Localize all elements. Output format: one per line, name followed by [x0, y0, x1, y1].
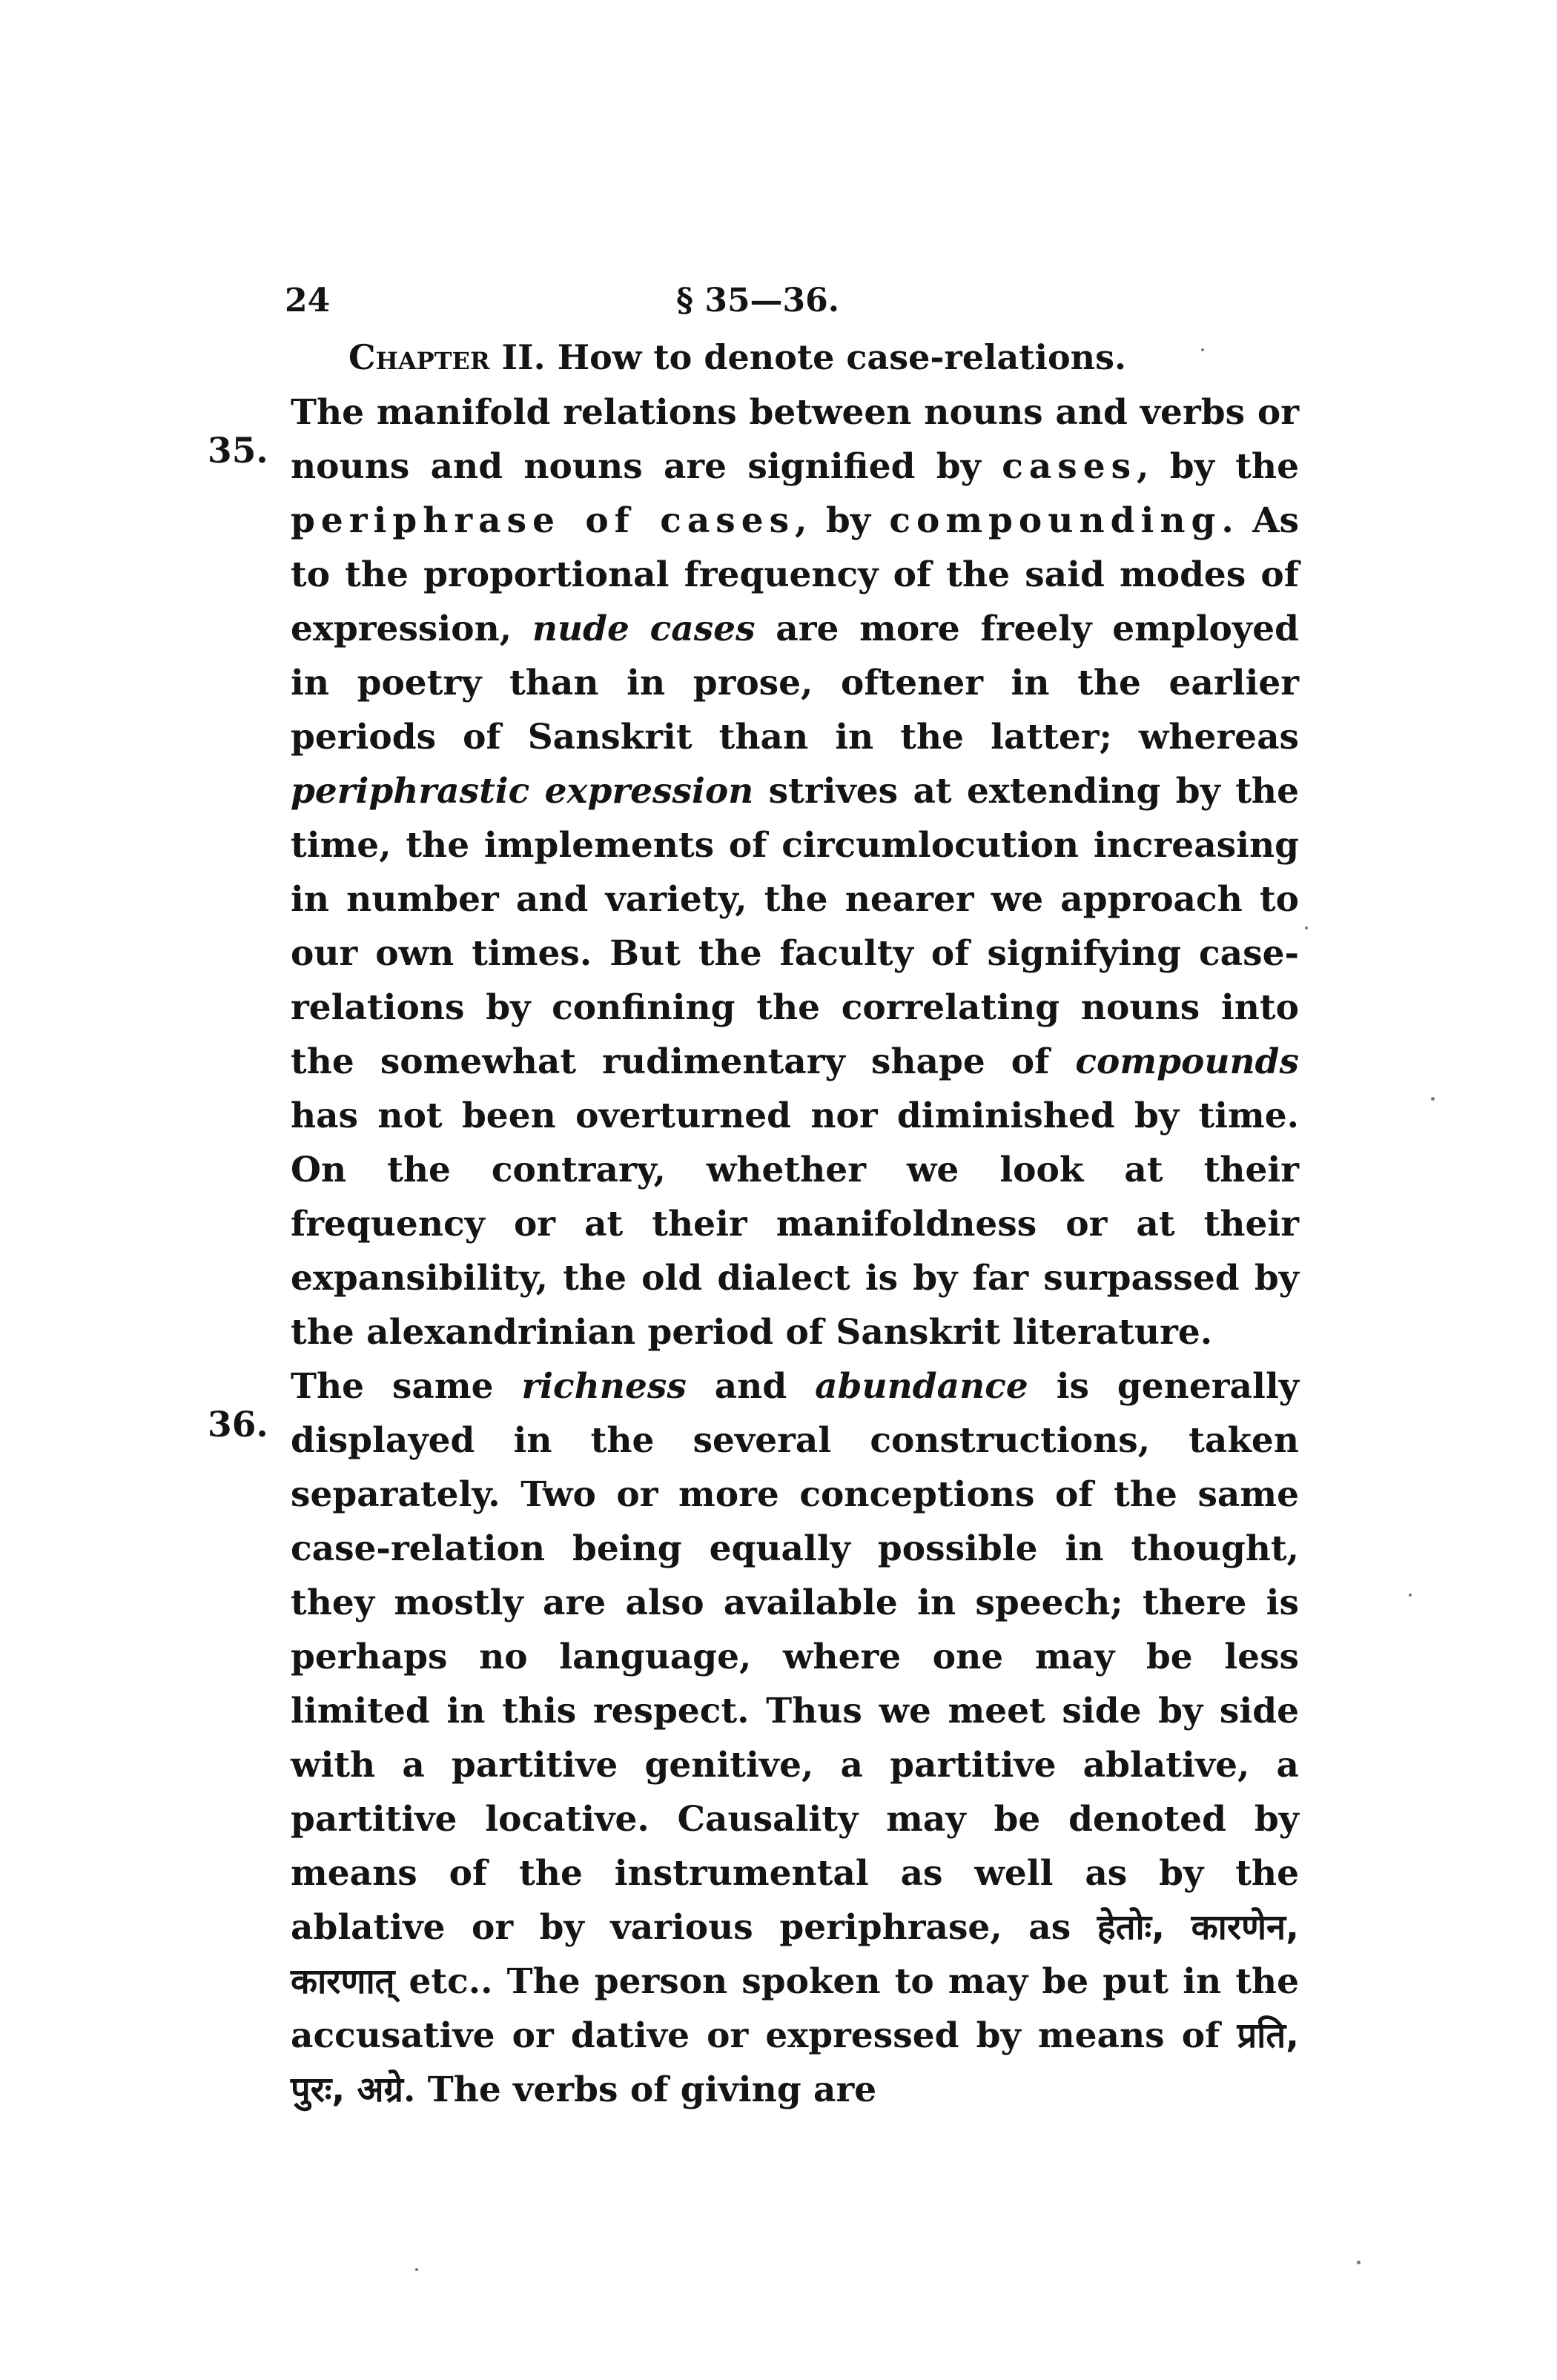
term-cases: cases	[1002, 446, 1137, 487]
term-abundance: abundance	[815, 1366, 1028, 1407]
term-periphrastic-expression: periphrastic expression	[291, 771, 754, 812]
term-richness: richness	[521, 1366, 687, 1407]
paragraph-36	[208, 1359, 1300, 2117]
section-range: § 35—36.	[676, 282, 840, 319]
text-run: and	[686, 1366, 816, 1407]
scan-speck	[1409, 1594, 1412, 1597]
term-periphrase-of-cases: periphrase of cases	[291, 500, 796, 541]
body-text	[208, 385, 1300, 2117]
chapter-title: II. How to denote case-relations.	[489, 337, 1127, 377]
chapter-heading	[348, 337, 1126, 377]
page-number: 24	[285, 282, 331, 319]
text-run: , by the	[1137, 446, 1299, 487]
scan-speck	[1357, 2261, 1361, 2264]
text-run: . The verbs of giving are	[403, 2069, 877, 2110]
paragraph-35	[208, 385, 1300, 1359]
section-number-35: 35.	[208, 431, 268, 471]
text-run: strives at extending by the time, the implements of circumlocution increasing in number and variety, the nearer we approach to our own times. But the faculty of signifying case-relations by confining the correlating nouns into the somewhat rudimentary shape of	[291, 771, 1300, 1082]
text-run: , by	[795, 500, 890, 541]
text-run: etc.. The person spoken to may be put in the accusative or dative or expressed by means of	[291, 1961, 1299, 2056]
scan-speck	[1201, 348, 1204, 351]
section-number-36: 36.	[208, 1405, 268, 1445]
sanskrit-address-words: प्रति, पुरः, अग्रे	[291, 2015, 1299, 2110]
term-compounds: compounds	[1075, 1041, 1299, 1082]
scan-speck	[415, 2268, 418, 2271]
text-run: The manifold relations between nouns and verbs or nouns and nouns are signified by	[291, 392, 1299, 487]
scan-speck	[1305, 927, 1308, 929]
text-run: has not been overturned nor diminished by time. On the contrary, whether we look at their frequency or at their manifoldness or at their expansibility, the old dialect is by far surpassed by the alexandrinian period of Sanskrit literature.	[291, 1095, 1299, 1353]
scan-speck	[1431, 1097, 1435, 1101]
term-compounding: compounding	[889, 500, 1222, 541]
sanskrit-causality-words: हेतोः, कारणेन, कारणात्	[291, 1907, 1300, 2002]
term-nude-cases: nude cases	[532, 609, 756, 649]
text-run: The same	[291, 1366, 522, 1407]
text-run: is generally displayed in the several constructions, taken separately. Two or more conceptions of the same case-relation being equally possible in thought, they mostly are also available in speech; there is perhaps no language, where one may be less limited in this respect. Thus we meet side by side with a partitive genitive, a partitive ablative, a partitive locative. Causality may be denoted by means of the instrumental as well as by the ablative or by various periphrase, as	[291, 1366, 1299, 1948]
chapter-label: Chapter	[348, 337, 490, 377]
running-header	[285, 282, 1308, 326]
text-run: . As to the proportional frequency of the said modes of expression,	[291, 500, 1300, 649]
text-run: are more freely employed in poetry than in prose, oftener in the earlier periods of Sanskrit than in the latter; whereas	[291, 609, 1299, 758]
